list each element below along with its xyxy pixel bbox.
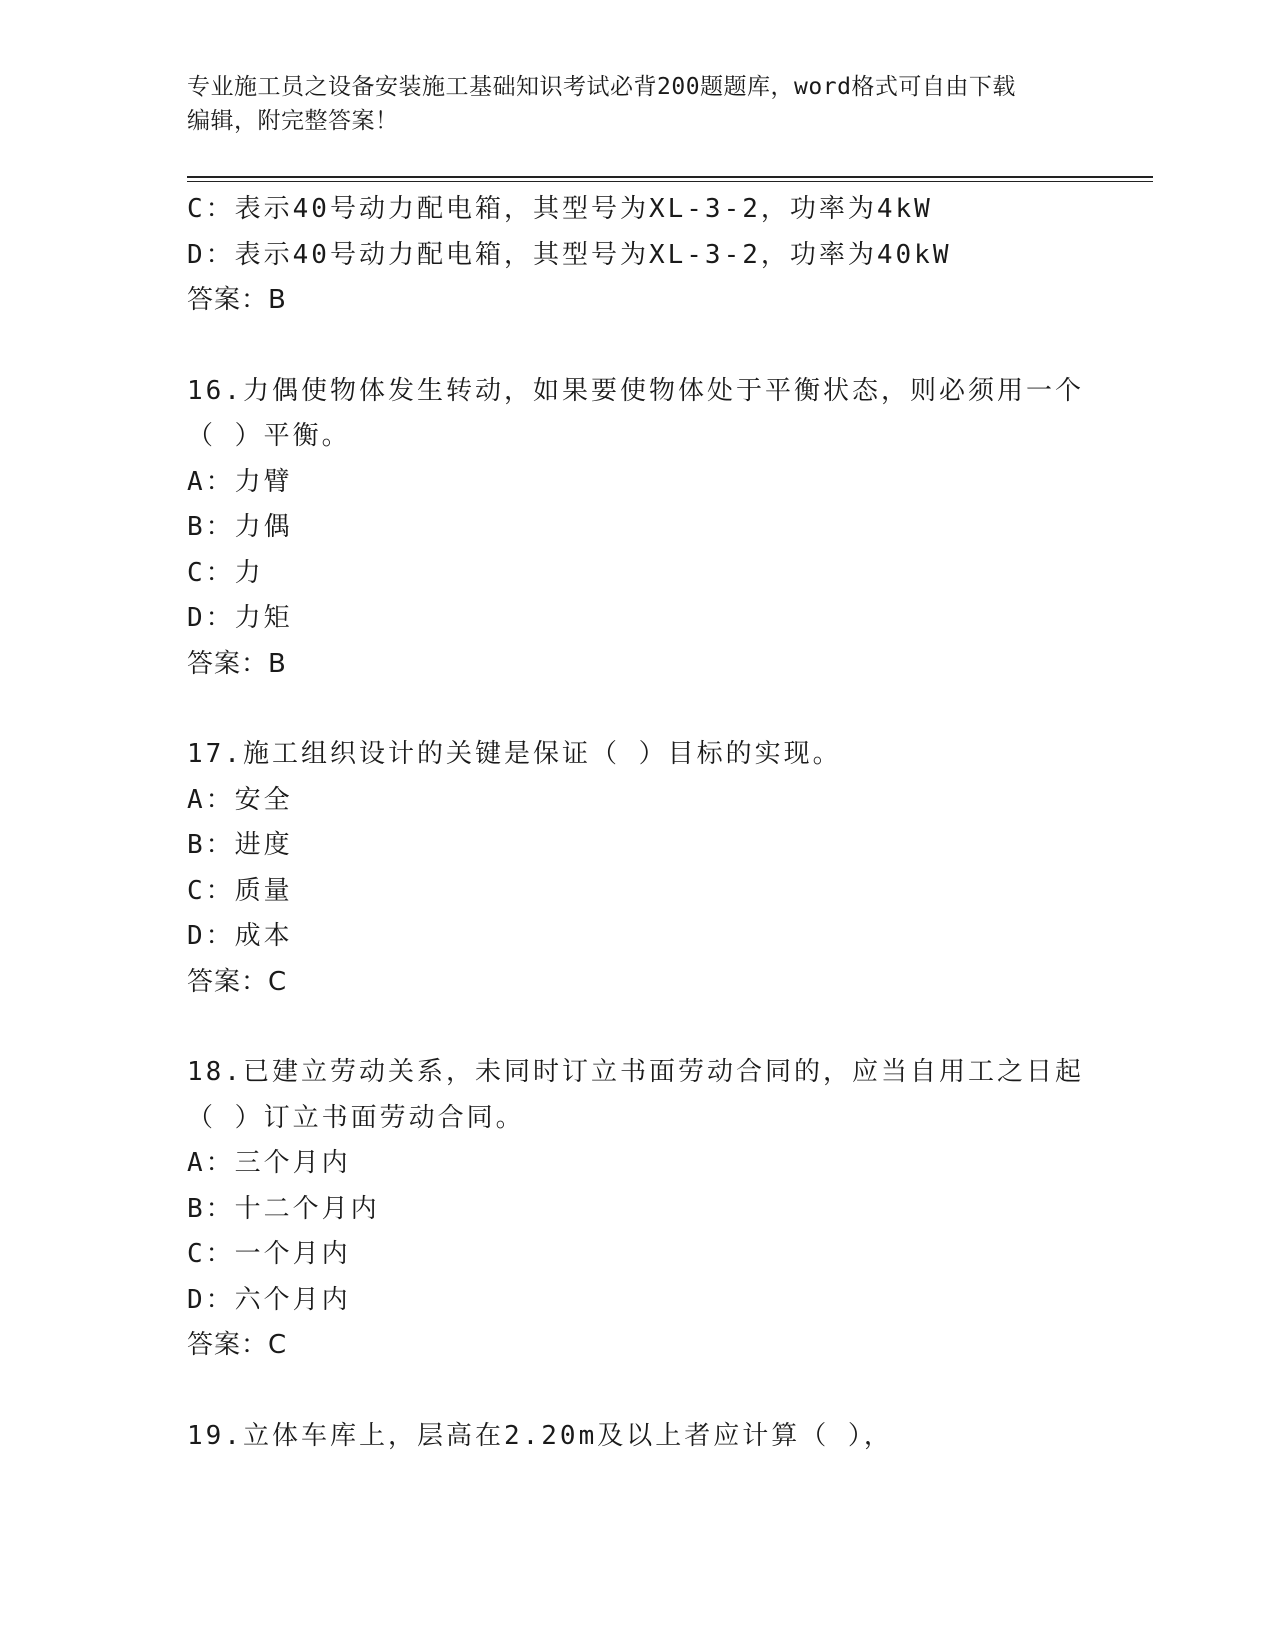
option-c: C：一个月内 bbox=[187, 1239, 351, 1269]
option-a: A：力臂 bbox=[187, 466, 293, 497]
question-16 bbox=[187, 369, 1153, 688]
option-d: D：成本 bbox=[187, 921, 293, 951]
header-title-line-2: 编辑，附完整答案！ bbox=[187, 108, 399, 134]
question-17 bbox=[187, 732, 1153, 1005]
document-header bbox=[187, 70, 1087, 138]
option-b: B：进度 bbox=[187, 830, 293, 860]
header-title-line-1: 专业施工员之设备安装施工基础知识考试必背200题题库，word格式可自由下载 bbox=[187, 74, 1016, 100]
header-divider-thick bbox=[187, 176, 1153, 178]
answer: 答案：C bbox=[187, 966, 288, 997]
option-d: D：表示40号动力配电箱，其型号为XL-3-2，功率为40kW bbox=[187, 239, 952, 270]
question-stem: 16.力偶使物体发生转动，如果要使物体处于平衡状态，则必须用一个 bbox=[187, 375, 1084, 406]
option-a: A：安全 bbox=[187, 784, 293, 815]
question-stem: 19.立体车库上，层高在2.20m及以上者应计算（ ）， bbox=[187, 1420, 893, 1451]
option-d: D：力矩 bbox=[187, 603, 293, 633]
question-18 bbox=[187, 1050, 1153, 1369]
answer: 答案：B bbox=[187, 648, 287, 679]
spacer bbox=[187, 1369, 1153, 1414]
spacer bbox=[187, 1005, 1153, 1050]
option-c: C：表示40号动力配电箱，其型号为XL-3-2，功率为4kW bbox=[187, 194, 933, 224]
question-stem-continued: （ ）订立书面劳动合同。 bbox=[187, 1102, 525, 1133]
option-a: A：三个月内 bbox=[187, 1148, 351, 1178]
option-c: C：质量 bbox=[187, 875, 293, 906]
spacer bbox=[187, 324, 1153, 369]
option-c: C：力 bbox=[187, 557, 264, 588]
question-stem-continued: （ ）平衡。 bbox=[187, 421, 351, 451]
question-stem: 18.已建立劳动关系，未同时订立书面劳动合同的，应当自用工之日起 bbox=[187, 1057, 1084, 1087]
header-divider-thin bbox=[187, 181, 1153, 182]
question-list bbox=[187, 187, 1153, 1459]
question-19 bbox=[187, 1414, 1153, 1460]
question-stem: 17.施工组织设计的关键是保证（ ）目标的实现。 bbox=[187, 739, 842, 769]
option-d: D：六个月内 bbox=[187, 1284, 351, 1315]
option-b: B：力偶 bbox=[187, 512, 293, 542]
option-b: B：十二个月内 bbox=[187, 1193, 380, 1224]
question-15-tail bbox=[187, 187, 1153, 324]
answer: 答案：B bbox=[187, 285, 287, 315]
answer: 答案：C bbox=[187, 1330, 288, 1360]
spacer bbox=[187, 687, 1153, 732]
